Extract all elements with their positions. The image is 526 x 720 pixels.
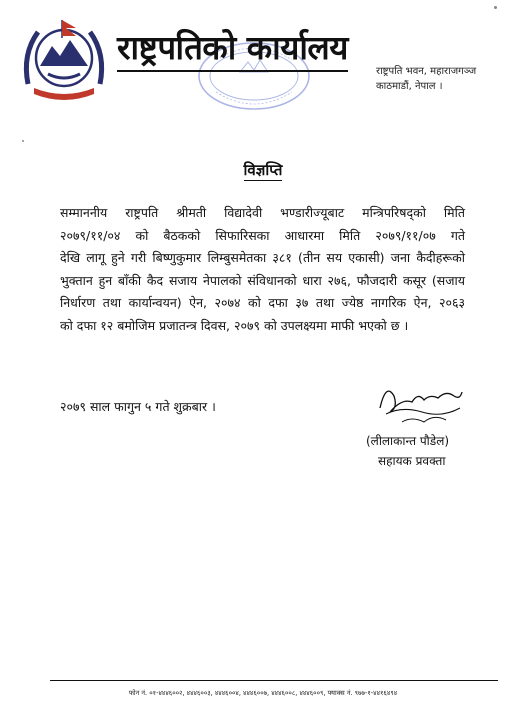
office-name-heading: राष्ट्रपतिको कार्यालय [117, 26, 348, 72]
footer-contact: फोन नं. ०१-४४४६००२, ४४४६००३, ४४४६००४, ४४४६००७, ४४४६००८, ४४४६००९, फ्याक्स नं. ९७७-१-४४१६४९४ [128, 689, 398, 697]
nepal-emblem-logo [18, 14, 110, 102]
notice-title-text: विज्ञप्ति [243, 161, 283, 179]
address-line-2: काठमाडौं, नेपाल । [376, 81, 443, 92]
notice-body-line: भुक्तान हुन बाँकी कैद सजाय नेपालको संविधानको धारा २७६, फौजदारी कसूर (सजाय [60, 272, 465, 288]
notice-body-line: को दफा १२ बमोजिम प्रजातन्त्र दिवस, २०७९ को उपलक्ष्यमा माफी भएको छ । [60, 317, 409, 333]
scan-speck [22, 140, 24, 142]
office-address [376, 64, 476, 94]
notice-body-line: सम्माननीय राष्ट्रपति श्रीमती विद्यादेवी भण्डारीज्यूबाट मन्त्रिपरिषद्को मिति [60, 205, 465, 220]
notice-body-line: देखि लागू हुने गरी बिष्णुकुमार लिम्बुसमेतका ३८१ (तीन सय एकासी) जना कैदीहरूको [60, 250, 465, 265]
notice-title [0, 160, 526, 180]
notice-body [60, 202, 465, 337]
handwritten-signature [372, 378, 468, 428]
notice-body-line: २०७९/११/०४ को बैठकको सिफारिसका आधारमा मिति २०७९/११/०७ गते [60, 227, 465, 243]
footer-divider [50, 680, 498, 681]
signatory-name: (लीलाकान्त पौडेल) [366, 434, 450, 448]
notice-body-line: निर्धारण तथा कार्यान्वयन) ऐन, २०७४ को दफा ३७ तथा ज्येष्ठ नागरिक ऐन, २०६३ [60, 295, 465, 310]
signatory-title: सहायक प्रवक्ता [378, 454, 446, 468]
notice-date: २०७९ साल फागुन ५ गते शुक्रबार । [60, 399, 216, 414]
scan-speck [494, 6, 497, 9]
address-line-1: राष्ट्रपति भवन, महाराजगञ्ज [376, 66, 477, 77]
